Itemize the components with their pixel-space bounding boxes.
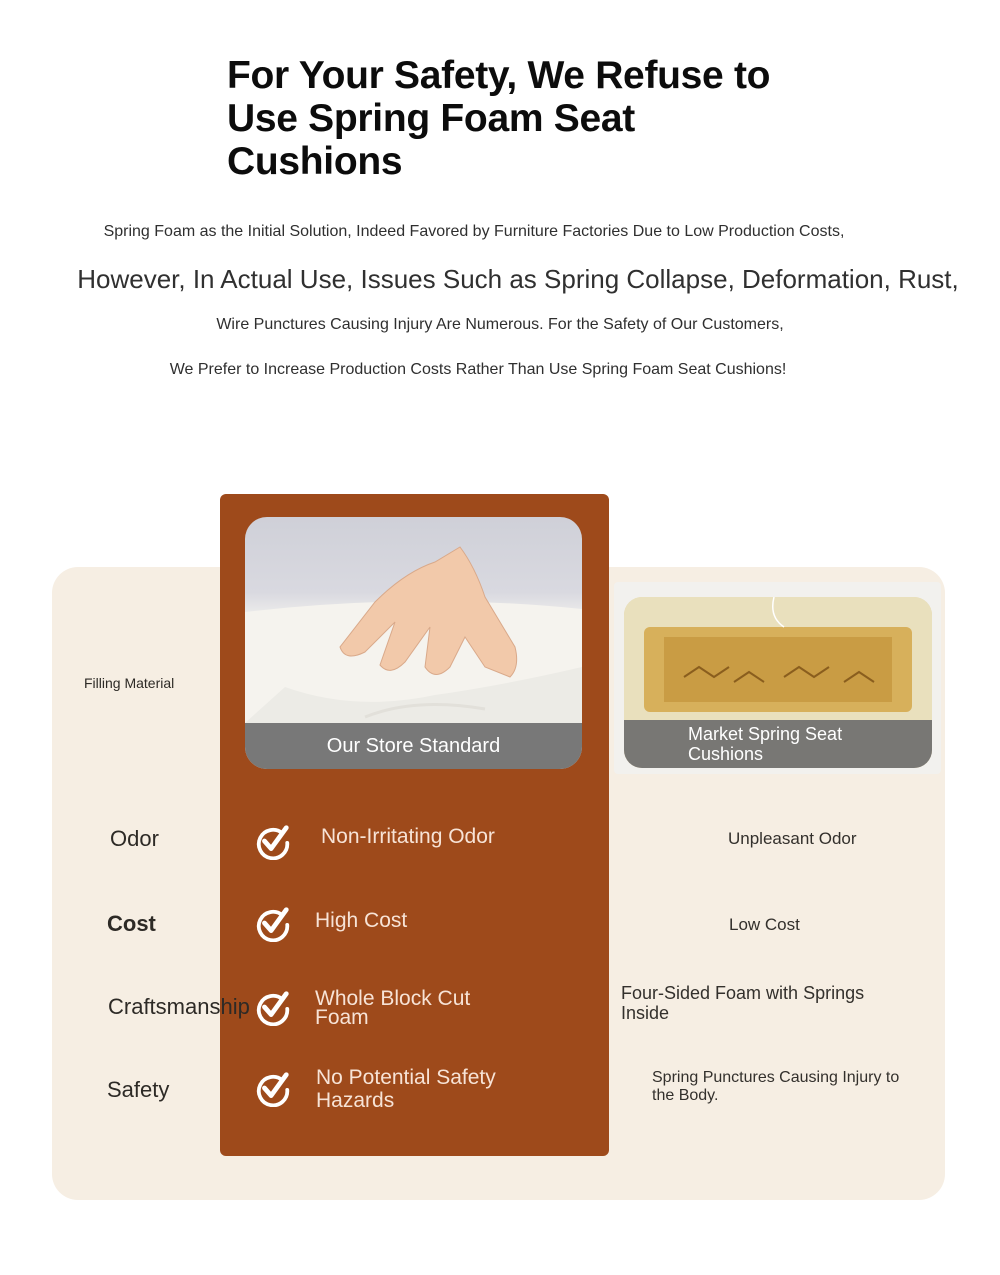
filling-material-label: Filling Material — [84, 675, 175, 691]
our-store-standard-caption: Our Store Standard — [326, 735, 501, 757]
row-label-cost: Cost — [107, 911, 156, 936]
check-circle-icon — [254, 822, 292, 860]
ours-odor-text: Non-Irritating Odor — [321, 825, 495, 848]
intro-line-3: Wire Punctures Causing Injury Are Numerous. For the Safety of Our Customers, — [216, 316, 784, 333]
intro-line-4: We Prefer to Increase Production Costs Rather Than Use Spring Foam Seat Cushions! — [169, 361, 787, 378]
market-cost-text: Low Cost — [729, 915, 800, 934]
ours-cost-text: High Cost — [315, 909, 408, 932]
row-label-odor: Odor — [110, 826, 159, 851]
market-safety-text: Spring Punctures Causing Injury to the Body. — [652, 1069, 900, 1104]
check-circle-icon — [254, 904, 292, 942]
market-odor-text: Unpleasant Odor — [728, 829, 857, 848]
market-spring-caption: Market Spring Seat Cushions — [688, 724, 843, 764]
ours-safety-text: No Potential Safety Hazards — [316, 1066, 496, 1112]
row-label-craftsmanship: Craftsmanship — [108, 994, 250, 1019]
market-spring-photo — [624, 597, 932, 768]
check-circle-icon — [254, 988, 292, 1026]
ours-craftsmanship-text: Whole Block Cut Foam — [315, 987, 471, 1029]
our-foam-photo — [245, 517, 582, 769]
intro-line-1: Spring Foam as the Initial Solution, Indeed Favored by Furniture Factories Due to Low Production Costs, — [103, 223, 845, 240]
intro-line-2: However, In Actual Use, Issues Such as Spring Collapse, Deformation, Rust, — [77, 264, 959, 294]
check-circle-icon — [254, 1069, 292, 1107]
hand-pressing-foam-illustration — [245, 517, 582, 723]
page-title: For Your Safety, We Refuse to Use Spring Foam Seat Cushions — [227, 54, 771, 183]
row-label-safety: Safety — [107, 1077, 170, 1102]
market-craftsmanship-text: Four-Sided Foam with Springs Inside — [621, 983, 865, 1023]
